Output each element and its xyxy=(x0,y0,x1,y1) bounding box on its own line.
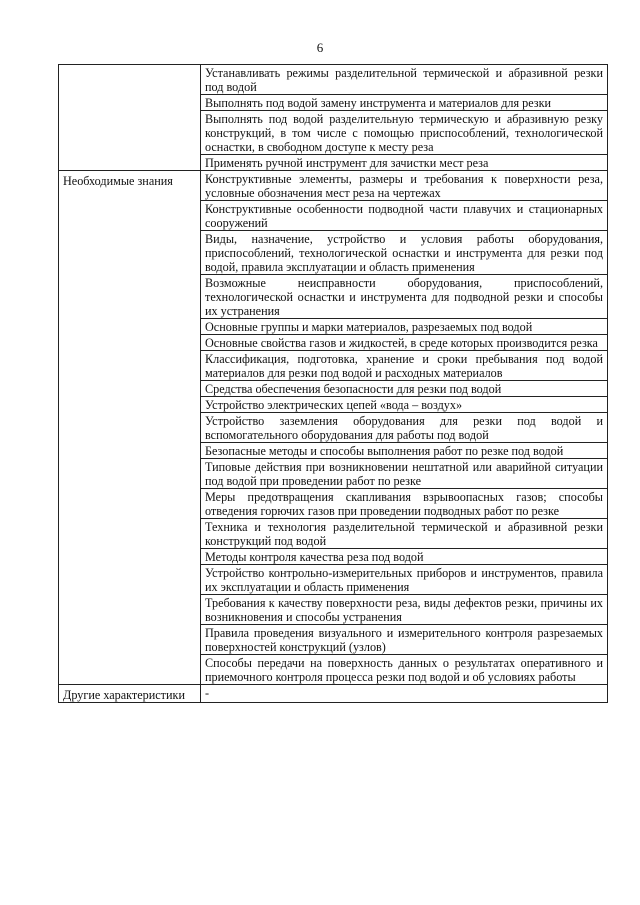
requirement-item: Безопасные методы и способы выполнения работ по резке под водой xyxy=(201,443,608,459)
requirement-item: Правила проведения визуального и измерительного контроля разрезаемых поверхностей конструкций (узлов) xyxy=(201,625,608,655)
table-row xyxy=(59,171,608,201)
requirement-item: Техника и технология разделительной термической и абразивной резки конструкций под водой xyxy=(201,519,608,549)
requirement-item: Конструктивные элементы, размеры и требования к поверхности реза, условные обозначения мест реза на чертежах xyxy=(201,171,608,201)
requirement-item: Основные свойства газов и жидкостей, в среде которых производится резка xyxy=(201,335,608,351)
requirements-table-body xyxy=(59,65,608,703)
requirement-item: Конструктивные особенности подводной части плавучих и стационарных сооружений xyxy=(201,201,608,231)
requirement-item: Способы передачи на поверхность данных о результатах оперативного и приемочного контроля процесса резки под водой и об условиях работы xyxy=(201,655,608,685)
requirement-item: Основные группы и марки материалов, разрезаемых под водой xyxy=(201,319,608,335)
requirement-item: Устройство электрических цепей «вода – воздух» xyxy=(201,397,608,413)
requirement-item: Методы контроля качества реза под водой xyxy=(201,549,608,565)
requirement-item: Средства обеспечения безопасности для резки под водой xyxy=(201,381,608,397)
requirement-item: Виды, назначение, устройство и условия работы оборудования, приспособлений, технологической оснастки и инструмента для резки под водой, правила эксплуатации и область применения xyxy=(201,231,608,275)
section-label: Другие характеристики xyxy=(59,685,201,703)
requirement-item: Применять ручной инструмент для зачистки мест реза xyxy=(201,155,608,171)
requirement-item: Типовые действия при возникновении нештатной или аварийной ситуации под водой при проведении работ по резке xyxy=(201,459,608,489)
requirement-item: Классификация, подготовка, хранение и сроки пребывания под водой материалов для резки под водой и расходных материалов xyxy=(201,351,608,381)
requirement-item: Выполнять под водой замену инструмента и материалов для резки xyxy=(201,95,608,111)
requirement-item: - xyxy=(201,685,608,703)
requirement-item: Меры предотвращения скапливания взрывоопасных газов; способы отведения горючих газов при проведении подводных работ по резке xyxy=(201,489,608,519)
table-row xyxy=(59,65,608,95)
requirement-item: Возможные неисправности оборудования, приспособлений, технологической оснастки и инструмента для подводной резки и способы их устранения xyxy=(201,275,608,319)
requirement-item: Устанавливать режимы разделительной термической и абразивной резки под водой xyxy=(201,65,608,95)
section-label: Необходимые знания xyxy=(59,171,201,685)
page-number: 6 xyxy=(316,40,324,55)
section-label xyxy=(59,65,201,171)
table-row xyxy=(59,685,608,703)
requirement-item: Требования к качеству поверхности реза, виды дефектов резки, причины их возникновения и способы устранения xyxy=(201,595,608,625)
requirement-item: Устройство контрольно-измерительных приборов и инструментов, правила их эксплуатации и область применения xyxy=(201,565,608,595)
requirement-item: Выполнять под водой разделительную термическую и абразивную резку конструкций, в том числе с помощью приспособлений, технологической оснастки, в свободном доступе к месту реза xyxy=(201,111,608,155)
requirements-table xyxy=(58,64,608,703)
requirement-item: Устройство заземления оборудования для резки под водой и вспомогательного оборудования для работы под водой xyxy=(201,413,608,443)
